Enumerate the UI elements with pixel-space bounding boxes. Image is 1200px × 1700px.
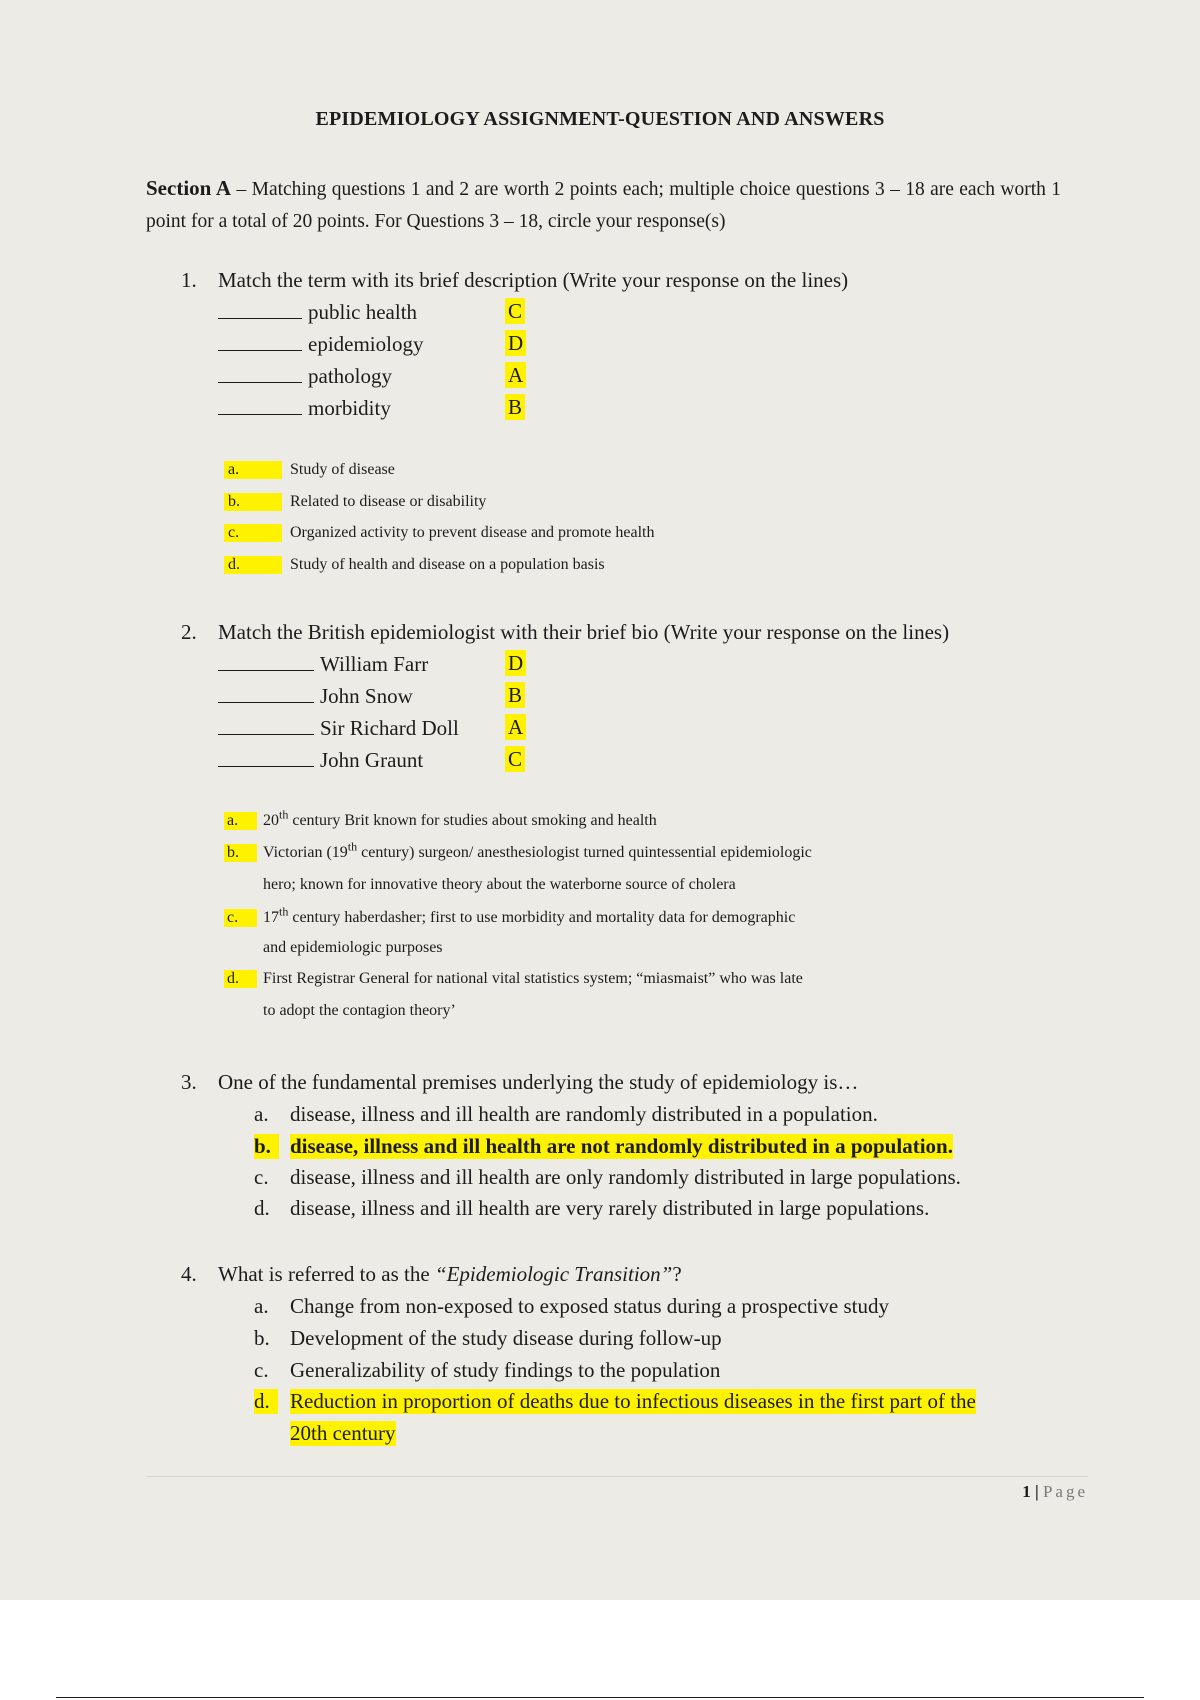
description-label: c. [224, 524, 282, 542]
match-row [218, 747, 523, 773]
bottom-divider [56, 1697, 1144, 1698]
question-number: 1. [181, 268, 197, 292]
description-text: Study of disease [290, 461, 395, 478]
section-label: Section A [146, 176, 232, 200]
bio-text: Victorian (19th century) surgeon/ anesthesiologist turned quintessential epidemiologic [263, 839, 812, 861]
bio-label: c. [224, 909, 257, 927]
option-text: disease, illness and ill health are very rarely distributed in large populations. [290, 1196, 930, 1220]
option-label: d. [254, 1196, 270, 1220]
section-instructions: – Matching questions 1 and 2 are worth 2 points each; multiple choice questions 3 – 18 are each worth 1 point for a total of 20 points. For Questions 3 – 18, circle your response(s) [146, 179, 1061, 232]
match-term: John Graunt [320, 748, 424, 772]
match-term: public health [308, 300, 418, 324]
question-text: Match the British epidemiologist with their brief bio (Write your response on the lines) [218, 620, 950, 644]
option-label: a. [254, 1102, 269, 1126]
description-label: a. [224, 461, 282, 479]
option-text: Change from non-exposed to exposed status during a prospective study [290, 1294, 889, 1318]
option-text: disease, illness and ill health are not randomly distributed in a population. [290, 1134, 953, 1158]
option-label: d. [254, 1389, 278, 1414]
question-text: What is referred to as the “Epidemiologic Transition”? [218, 1262, 682, 1286]
match-term: pathology [308, 364, 392, 388]
match-answer: C [505, 746, 525, 772]
option-text: Generalizability of study findings to the population [290, 1358, 721, 1382]
bio-text: 20th century Brit known for studies about smoking and health [263, 807, 657, 829]
match-row [218, 363, 524, 389]
document-title: EPIDEMIOLOGY ASSIGNMENT-QUESTION AND ANSWERS [315, 108, 885, 130]
match-term: Sir Richard Doll [320, 716, 459, 740]
section-intro [146, 172, 1061, 238]
bio-label: a. [224, 812, 257, 830]
bio-text-continued: to adopt the contagion theory’ [263, 1002, 456, 1019]
bio-label: d. [224, 970, 257, 988]
answer-blank[interactable] [218, 398, 302, 415]
answer-blank[interactable] [218, 366, 302, 383]
description-label: d. [224, 556, 282, 574]
match-answer: B [505, 394, 525, 420]
option-label: b. [254, 1326, 270, 1350]
match-answer: D [505, 650, 526, 676]
match-answer: B [505, 682, 525, 708]
bio-text: First Registrar General for national vital statistics system; “miasmaist” who was late [263, 970, 803, 987]
match-term: epidemiology [308, 332, 424, 356]
answer-blank[interactable] [218, 750, 314, 767]
description-text: Study of health and disease on a population basis [290, 556, 605, 573]
question-text: One of the fundamental premises underlying the study of epidemiology is… [218, 1070, 859, 1094]
match-row [218, 651, 524, 677]
answer-blank[interactable] [218, 718, 314, 735]
option-text: disease, illness and ill health are randomly distributed in a population. [290, 1102, 878, 1126]
bio-text: 17th century haberdasher; first to use morbidity and mortality data for demographic [263, 904, 796, 926]
option-label: c. [254, 1358, 269, 1382]
match-term: William Farr [320, 652, 429, 676]
match-row [218, 715, 524, 741]
match-answer: D [505, 330, 526, 356]
option-text: disease, illness and ill health are only randomly distributed in large populations. [290, 1165, 961, 1189]
bio-label: b. [224, 844, 257, 862]
bio-text-continued: and epidemiologic purposes [263, 939, 443, 956]
question-number: 2. [181, 620, 197, 644]
match-row [218, 331, 524, 357]
match-term: John Snow [320, 684, 413, 708]
match-answer: A [505, 714, 526, 740]
question-number: 3. [181, 1070, 197, 1094]
question-number: 4. [181, 1262, 197, 1286]
answer-blank[interactable] [218, 654, 314, 671]
match-answer: A [505, 362, 526, 388]
question-text: Match the term with its brief description (Write your response on the lines) [218, 268, 849, 292]
bio-text-continued: hero; known for innovative theory about the waterborne source of cholera [263, 876, 736, 893]
description-text: Organized activity to prevent disease and promote health [290, 524, 655, 541]
option-text: Reduction in proportion of deaths due to infectious diseases in the first part of the [290, 1389, 976, 1413]
option-label: a. [254, 1294, 269, 1318]
match-answer: C [505, 298, 525, 324]
option-label: b. [254, 1134, 279, 1159]
match-term: morbidity [308, 396, 391, 420]
term-italic: “Epidemiologic Transition” [434, 1262, 673, 1286]
match-row [218, 683, 523, 709]
answer-blank[interactable] [218, 686, 314, 703]
option-label: c. [254, 1165, 269, 1189]
answer-blank[interactable] [218, 302, 302, 319]
answer-blank[interactable] [218, 334, 302, 351]
option-text-continued: 20th century [290, 1421, 396, 1445]
footer-divider [146, 1476, 1088, 1477]
match-row [218, 299, 523, 325]
match-row [218, 395, 523, 421]
page-number: 1 | Page [1022, 1482, 1088, 1501]
description-text: Related to disease or disability [290, 493, 487, 510]
option-text: Development of the study disease during follow-up [290, 1326, 722, 1350]
description-label: b. [224, 493, 282, 511]
